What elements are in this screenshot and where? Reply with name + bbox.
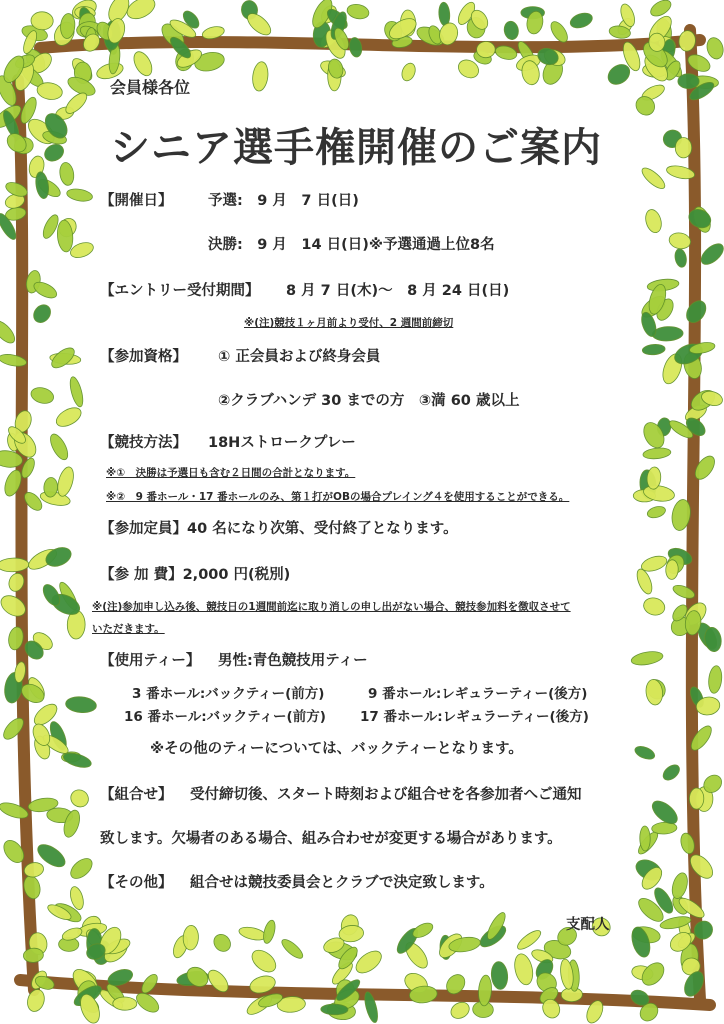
leaf-shape xyxy=(321,1004,348,1015)
leaf-shape xyxy=(183,925,199,950)
leaf-shape xyxy=(438,2,450,26)
leaf-shape xyxy=(630,650,664,668)
leaf-shape xyxy=(47,432,71,463)
leaf-shape xyxy=(346,2,370,20)
leaf-shape xyxy=(640,826,651,851)
leaf-shape xyxy=(515,927,544,952)
tee-row-right: 9 番ホール:レギュラーティー(後方) xyxy=(368,686,588,702)
format-note-1: ※① 決勝は予選日も含む２日間の合計となります。 xyxy=(106,467,356,479)
leaf-shape xyxy=(251,61,269,92)
entry-note: ※(注)競技１ヶ月前より受付、2 週間前締切 xyxy=(244,317,454,329)
branch-frame xyxy=(18,30,710,1005)
grouping-label: 【組合せ】 xyxy=(100,787,173,803)
leaf-shape xyxy=(65,696,97,714)
leaf-shape xyxy=(130,49,155,79)
leaf-shape xyxy=(261,919,277,945)
leaf-shape xyxy=(42,141,67,164)
leaf-shape xyxy=(674,248,688,268)
leaf-shape xyxy=(642,344,666,356)
leaf-shape xyxy=(678,74,699,89)
leaf-shape xyxy=(279,937,305,962)
entry-label: 【エントリー受付期間】 xyxy=(100,283,260,299)
leaf-shape xyxy=(66,187,94,203)
leaf-shape xyxy=(400,61,418,82)
leaf-shape xyxy=(503,20,520,41)
leaf-shape xyxy=(448,999,472,1022)
leaf-shape xyxy=(113,997,137,1011)
tees-label: 【使用ティー】 xyxy=(100,653,201,669)
grouping-line2: 致します。欠場者のある場合、組み合わせが変更する場合があります。 xyxy=(100,831,562,847)
other-text: 組合せは競技委員会とクラブで決定致します。 xyxy=(190,875,494,891)
leaf-shape xyxy=(643,208,664,235)
leaf-shape xyxy=(660,762,682,783)
leaf-shape xyxy=(705,36,724,61)
leaf-shape xyxy=(707,665,723,694)
leaf-shape xyxy=(652,326,684,342)
leaf-shape xyxy=(646,505,667,520)
leaf-shape xyxy=(642,595,667,617)
entry-period: 8 月 7 日(木)～ 8 月 24 日(日) xyxy=(286,283,510,299)
tee-row-left: 16 番ホール:バックティー(前方) xyxy=(124,709,326,725)
leaf-shape xyxy=(668,231,692,250)
schedule-qualifier: 予選: 9 月 7 日(日) xyxy=(208,193,359,209)
leaf-shape xyxy=(633,744,656,762)
leaf-shape xyxy=(210,931,233,955)
leaf-shape xyxy=(675,137,691,157)
format-note-2: ※② 9 番ホール・17 番ホールのみ、第１打がOBの場合プレイング４を使用することができる。 xyxy=(106,491,570,503)
leaf-shape xyxy=(238,925,267,942)
leaf-shape xyxy=(30,301,54,325)
page-title: シニア選手権開催のご案内 xyxy=(110,125,602,171)
leaf-shape xyxy=(43,544,74,570)
fee-text: 【参 加 費】2,000 円(税別) xyxy=(100,567,291,583)
leaf-shape xyxy=(53,404,84,430)
leaf-shape xyxy=(689,788,704,809)
format-value: 18Hストロークプレー xyxy=(208,435,356,451)
leaf-shape xyxy=(490,961,509,990)
leaf-shape xyxy=(248,946,280,976)
grouping-line1: 受付締切後、スタート時刻および組合せを各参加者へご通知 xyxy=(190,787,582,803)
eligibility-line1: ① 正会員および終身会員 xyxy=(218,349,381,365)
tee-row-right: 17 番ホール:レギュラーティー(後方) xyxy=(360,709,589,725)
signature: 支配人 xyxy=(566,917,610,933)
format-label: 【競技方法】 xyxy=(100,435,187,451)
leaf-shape xyxy=(68,376,86,409)
leaf-shape xyxy=(476,41,495,58)
fee-note-line1: ※(注)参加申し込み後、競技日の1週間前迄に取り消しの申し出がない場合、競技参加料を徴収させて xyxy=(92,601,571,613)
leaf-shape xyxy=(639,165,668,192)
other-label: 【その他】 xyxy=(100,875,173,891)
leaf-shape xyxy=(670,871,691,900)
leaf-shape xyxy=(68,787,92,811)
leaf-shape xyxy=(29,385,55,405)
addressee: 会員様各位 xyxy=(110,78,191,97)
leaf-shape xyxy=(698,240,724,268)
leaf-shape xyxy=(648,0,674,19)
leaf-shape xyxy=(683,297,710,326)
schedule-final: 決勝: 9 月 14 日(日)※予選通過上位8名 xyxy=(208,237,495,253)
eligibility-label: 【参加資格】 xyxy=(100,349,187,365)
leaf-shape xyxy=(0,317,18,346)
leaf-shape xyxy=(568,10,594,30)
leaf-shape xyxy=(34,171,50,200)
capacity-text: 【参加定員】40 名になり次第、受付終了となります。 xyxy=(100,521,458,537)
tee-row-left: 3 番ホール:バックティー(前方) xyxy=(132,686,325,702)
tees-men: 男性:青色競技用ティー xyxy=(218,653,368,669)
leaf-shape xyxy=(642,447,671,460)
leaf-shape xyxy=(62,90,90,117)
eligibility-line2: ②クラブハンデ 30 までの方 ③満 60 歳以上 xyxy=(218,393,520,409)
schedule-label: 【開催日】 xyxy=(100,193,173,209)
leaf-shape xyxy=(58,161,75,186)
tees-others: ※その他のティーについては、バックティーとなります。 xyxy=(150,741,523,757)
fee-note-line2: いただきます。 xyxy=(92,623,165,635)
leaf-shape xyxy=(512,952,536,986)
leaf-shape xyxy=(67,855,96,883)
